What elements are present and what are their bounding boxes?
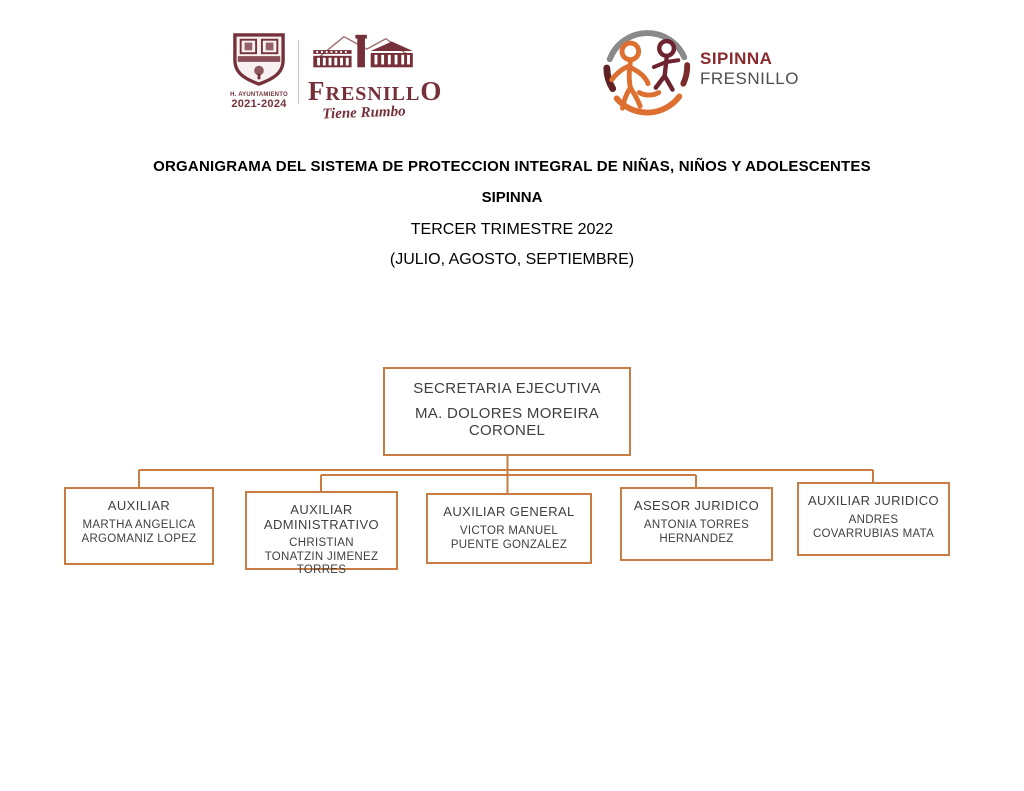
ayuntamiento-term: 2021-2024 xyxy=(231,98,287,110)
org-box-secretaria-ejecutiva xyxy=(383,367,631,456)
person-name: MARTHA ANGELICA ARGOMANIZ LOPEZ xyxy=(81,519,197,545)
person-name: CHRISTIAN TONATZIN JIMENEZ TORRES xyxy=(264,537,379,576)
position-title: AUXILIAR JURIDICO xyxy=(807,493,940,508)
person-name: VICTOR MANUEL PUENTE GONZALEZ xyxy=(450,525,568,551)
position-title: AUXILIAR GENERAL xyxy=(443,504,575,519)
logo-divider xyxy=(298,40,299,104)
city-initial: F xyxy=(308,76,326,106)
org-box-auxiliar xyxy=(64,487,214,565)
city-mid: RESNILL xyxy=(325,83,421,105)
position-title: SECRETARIA EJECUTIVA xyxy=(413,380,601,397)
position-title: AUXILIAR xyxy=(107,498,171,513)
period-title: TERCER TRIMESTRE 2022 xyxy=(410,221,614,238)
person-name: MA. DOLORES MOREIRA CORONEL xyxy=(414,405,600,439)
sipinna-city: FRESNILLO xyxy=(700,69,799,88)
ayuntamiento-label: H. AYUNTAMIENTO xyxy=(230,92,288,98)
sipinna-name: SIPINNA xyxy=(700,49,773,68)
org-box-auxiliar-juridico xyxy=(797,482,950,556)
org-box-asesor-juridico xyxy=(620,487,773,561)
municipal-logo xyxy=(228,30,443,123)
monuments-icon xyxy=(310,30,418,74)
person-name: ANTONIA TORRES HERNANDEZ xyxy=(643,519,750,545)
document-title: ORGANIGRAMA DEL SISTEMA DE PROTECCION INTEGRAL DE NIÑAS, NIÑOS Y ADOLESCENTES xyxy=(153,158,871,175)
position-title: ASESOR JURIDICO xyxy=(633,498,760,513)
sipinna-figures-icon xyxy=(598,22,696,117)
city-final: O xyxy=(420,76,443,106)
coat-of-arms xyxy=(228,32,290,110)
position-title: AUXILIAR ADMINISTRATIVO xyxy=(263,502,380,532)
fresnillo-city-name xyxy=(308,76,443,106)
title-block xyxy=(0,158,1024,269)
document-subtitle: SIPINNA xyxy=(481,189,543,206)
fresnillo-wordmark xyxy=(308,30,443,123)
sipinna-logo xyxy=(598,22,798,117)
org-box-auxiliar-general xyxy=(426,493,592,564)
org-box-auxiliar-administrativo xyxy=(245,491,398,576)
period-months: (JULIO, AGOSTO, SEPTIEMBRE) xyxy=(389,251,635,268)
city-slogan: Tiene Rumbo xyxy=(322,103,406,123)
person-name: ANDRES COVARRUBIAS MATA xyxy=(812,514,935,540)
shield-icon xyxy=(230,32,288,86)
